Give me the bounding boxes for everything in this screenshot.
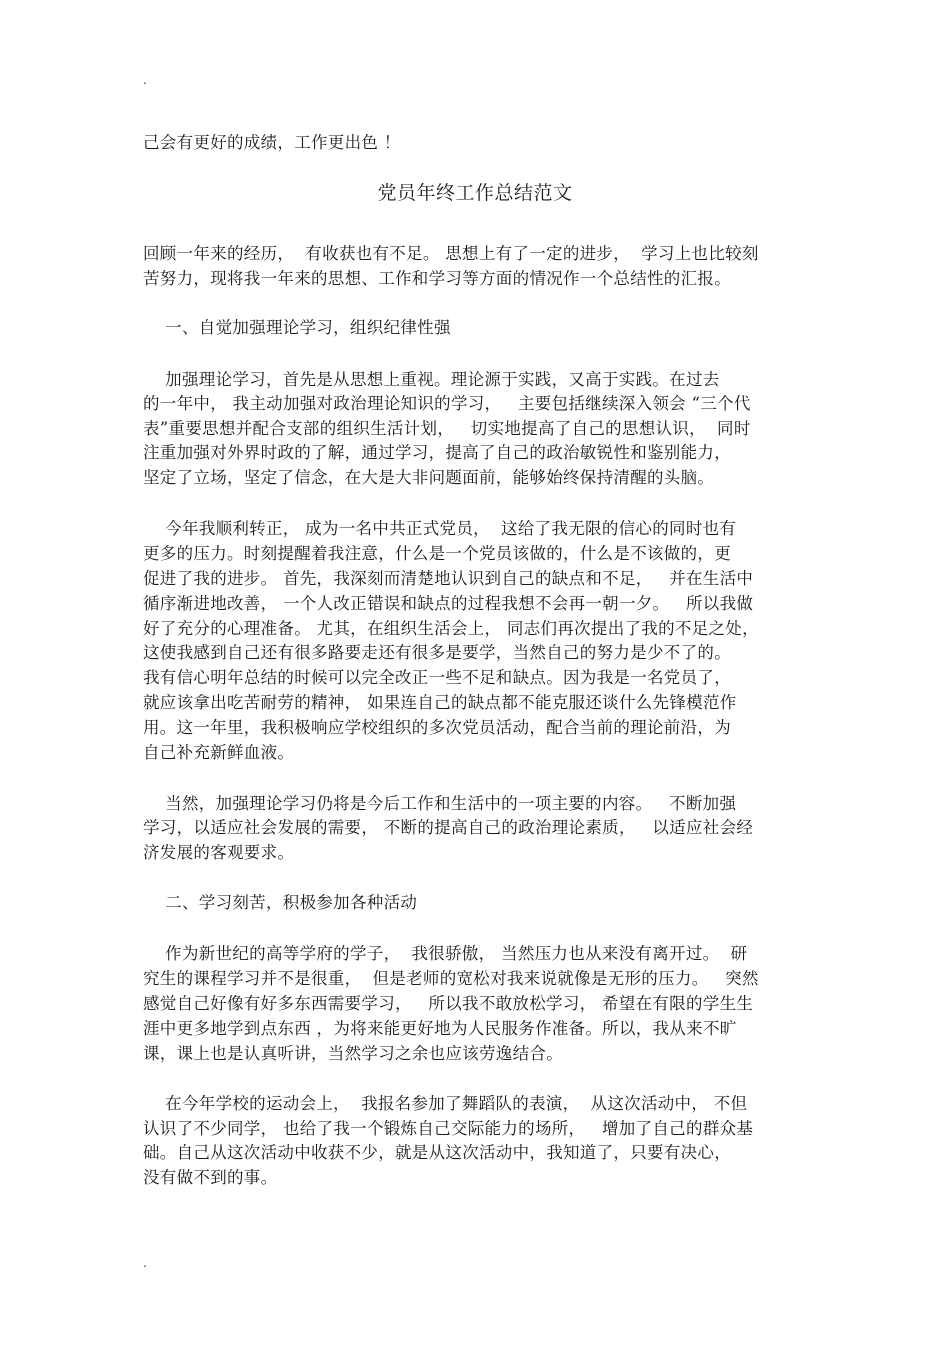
paragraph-line: 表”重要思想并配合支部的组织生活计划， 切实地提高了自己的思想认识， 同时 <box>143 419 751 438</box>
footer-dot: . <box>143 1256 147 1270</box>
intro-tail-line: 己会有更好的成绩，工作更出色 ！ <box>143 133 401 152</box>
paragraph-line: 苦努力，现将我一年来的思想、工作和学习等方面的情况作一个总结性的汇报。 <box>143 269 731 288</box>
paragraph-line: 究生的课程学习并不是很重， 但是老师的宽松对我来说就像是无形的压力。 突然 <box>143 969 759 988</box>
paragraph-line: 学习，以适应社会发展的需要， 不断的提高自己的政治理论素质， 以适应社会经 <box>143 818 754 837</box>
paragraph-line: 更多的压力。时刻提醒着我注意，什么是一个党员该做的，什么是不该做的，更 <box>143 544 731 563</box>
paragraph-line: 感觉自己好像有好多东西需要学习， 所以我不敢放松学习， 希望在有限的学生生 <box>143 994 754 1013</box>
paragraph-line: 济发展的客观要求。 <box>143 843 295 862</box>
paragraph-line: 注重加强对外界时政的了解，通过学习，提高了自己的政治敏锐性和鉴别能力， <box>143 443 731 462</box>
section-heading: 一、自觉加强理论学习，组织纪律性强 <box>143 318 451 337</box>
paragraph-line: 坚定了立场，坚定了信念，在大是大非问题面前，能够始终保持清醒的头脑。 <box>143 468 715 487</box>
paragraph-line: 好了充分的心理准备。 尤其，在组织生活会上， 同志们再次提出了我的不足之处， <box>143 619 759 638</box>
paragraph-line: 认识了不少同学， 也给了我一个锻炼自己交际能力的场所， 增加了自己的群众基 <box>143 1119 754 1138</box>
paragraph-line: 今年我顺利转正， 成为一名中共正式党员， 这给了我无限的信心的同时也有 <box>143 519 737 538</box>
paragraph-line: 用。这一年里，我积极响应学校组织的多次党员活动，配合当前的理论前沿，为 <box>143 718 731 737</box>
header-dot: . <box>143 73 147 87</box>
paragraph-line: 没有做不到的事。 <box>143 1168 278 1187</box>
paragraph-line: 在今年学校的运动会上， 我报名参加了舞蹈队的表演， 从这次活动中， 不但 <box>143 1094 748 1113</box>
paragraph-line: 的一年中， 我主动加强对政治理论知识的学习， 主要包括继续深入领会 “三个代 <box>143 394 751 413</box>
section-heading: 二、学习刻苦，积极参加各种活动 <box>143 893 418 912</box>
paragraph-line: 础。自己从这次活动中收获不少，就是从这次活动中，我知道了，只要有决心， <box>143 1143 731 1162</box>
paragraph-line: 循序渐进地改善， 一个人改正错误和缺点的过程我想不会再一朝一夕。 所以我做 <box>143 594 754 613</box>
page-title: 党员年终工作总结范文 <box>377 182 573 204</box>
paragraph-line: 促进了我的进步。 首先，我深刻而清楚地认识到自己的缺点和不足， 并在生活中 <box>143 569 754 588</box>
paragraph-line: 涯中更多地学到点东西 ，为将来能更好地为人民服务作准备。所以，我从来不旷 <box>143 1019 737 1038</box>
paragraph-line: 就应该拿出吃苦耐劳的精神， 如果连自己的缺点都不能克服还谈什么先锋模范作 <box>143 693 737 712</box>
paragraph-line: 回顾一年来的经历， 有收获也有不足。 思想上有了一定的进步， 学习上也比较刻 <box>143 244 759 263</box>
paragraph-line: 加强理论学习，首先是从思想上重视。理论源于实践，又高于实践。在过去 <box>143 370 720 389</box>
paragraph-line: 这使我感到自己还有很多路要走还有很多是要学，当然自己的努力是少不了的。 <box>143 643 731 662</box>
paragraph-line: 课，课上也是认真听讲，当然学习之余也应该劳逸结合。 <box>143 1044 563 1063</box>
paragraph-line: 当然，加强理论学习仍将是今后工作和生活中的一项主要的内容。 不断加强 <box>143 794 737 813</box>
paragraph-line: 我有信心明年总结的时候可以完全改正一些不足和缺点。因为我是一名党员了， <box>143 668 731 687</box>
paragraph-line: 作为新世纪的高等学府的学子， 我很骄傲， 当然压力也从来没有离开过。 研 <box>143 944 748 963</box>
paragraph-line: 自己补充新鲜血液。 <box>143 743 295 762</box>
